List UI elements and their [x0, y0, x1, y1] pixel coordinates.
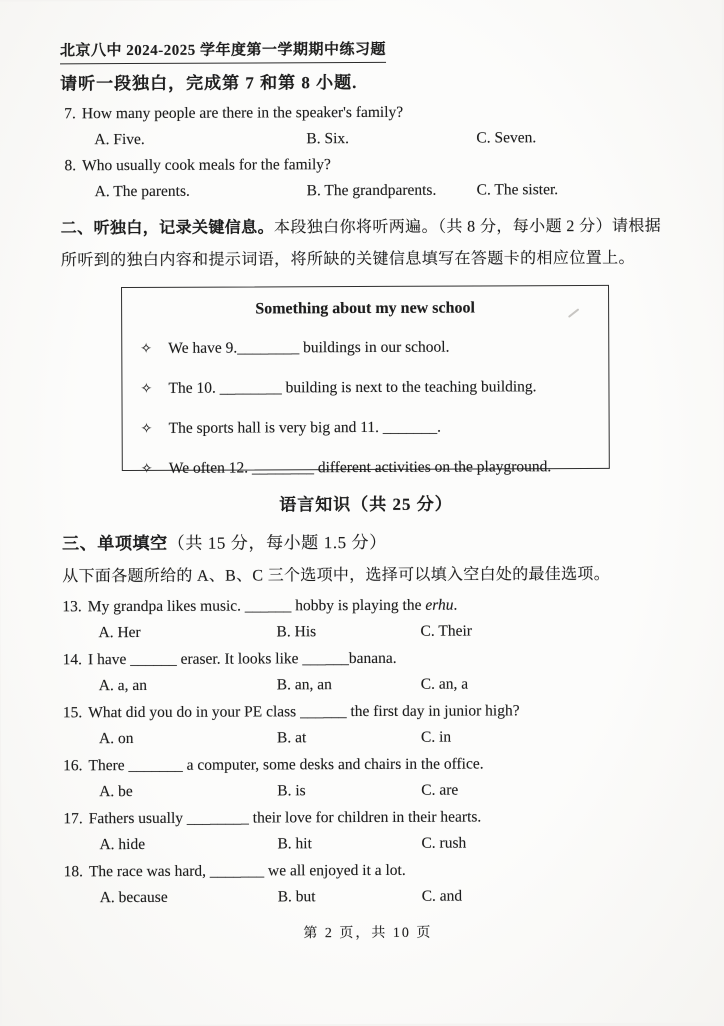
option-c: C. an, a: [421, 672, 468, 698]
question-number: 18.: [64, 863, 83, 880]
option-c: C. Their: [420, 619, 471, 645]
option-b: B. hit: [277, 831, 312, 857]
section-2-line2: 所听到的独白内容和提示词语，将所缺的关键信息填写在答题卡的相应位置上。: [61, 250, 635, 270]
page-footer: 第 2 页，共 10 页: [64, 923, 672, 946]
notes-item-text: We often 12. ________ different activities on the playground.: [169, 454, 552, 482]
question-14-line: [63, 645, 671, 674]
language-knowledge-heading: 语言知识（共 25 分）: [62, 491, 670, 520]
section-2-rest-line1: 本段独白你将听两遍。（共 8 分，每小题 2 分）请根据: [274, 218, 661, 237]
question-text: Fathers usually ________ their love for children in their hearts.: [89, 808, 482, 827]
listening-notes-box: [121, 285, 610, 471]
question-16: [63, 751, 671, 806]
question-number: 13.: [62, 598, 81, 615]
option-c: C. and: [422, 884, 463, 910]
option-a: A. Five.: [94, 127, 144, 153]
option-b: B. is: [277, 778, 306, 804]
option-a: A. on: [99, 726, 134, 752]
option-c: C. The sister.: [477, 177, 559, 203]
section-3-instruction: 从下面各题所给的 A、B、C 三个选项中，选择可以填入空白处的最佳选项。: [62, 562, 670, 591]
option-a: A. The parents.: [95, 179, 190, 205]
option-b: B. at: [277, 725, 306, 751]
section-2-instructions: [61, 211, 669, 278]
question-17-options: [63, 830, 671, 859]
section-3-title: [62, 529, 670, 558]
listening-questions: [64, 99, 668, 206]
option-b: B. an, an: [277, 672, 332, 698]
option-a: A. a, an: [99, 673, 147, 699]
section-3-lead: 三、单项填空: [62, 534, 168, 553]
exam-title: 北京八中 2024-2025 学年度第一学期期中练习题: [60, 40, 386, 64]
question-text: What did you do in your PE class ______ the first day in junior high?: [88, 702, 519, 721]
notes-item-text: The sports hall is very big and 11. _______.: [169, 415, 441, 442]
question-number: 17.: [63, 810, 82, 827]
option-c: C. Seven.: [476, 125, 536, 151]
italic-term: erhu: [425, 597, 453, 614]
question-15-options: [63, 724, 671, 753]
option-c: C. in: [421, 725, 451, 751]
option-a: A. because: [100, 885, 168, 911]
option-c: C. are: [421, 778, 458, 804]
question-text: I have ______ eraser. It looks like ______banana.: [88, 650, 397, 668]
question-number: 8.: [64, 157, 76, 174]
question-text: There _______ a computer, some desks and chairs in the office.: [88, 755, 483, 774]
question-18: [64, 857, 672, 912]
section-2-lead: 二、听独白，记录关键信息。: [61, 219, 274, 237]
question-7: [64, 99, 668, 154]
question-14: [63, 645, 671, 700]
section-3-paren: （共 15 分，每小题 1.5 分）: [168, 533, 387, 553]
question-15-line: [63, 698, 671, 727]
question-number: 15.: [63, 704, 82, 721]
option-b: B. Six.: [306, 126, 349, 152]
multiple-choice-questions: [62, 592, 671, 912]
question-text: How many people are there in the speaker's family?: [82, 104, 403, 122]
diamond-bullet-icon: ✧: [140, 376, 168, 402]
question-13-options: [62, 618, 670, 647]
option-b: B. His: [276, 619, 316, 645]
option-a: A. hide: [99, 832, 145, 858]
notes-item-text: The 10. ________ building is next to the teaching building.: [168, 374, 536, 402]
question-14-options: [63, 671, 671, 700]
option-a: A. Her: [98, 620, 140, 646]
diamond-bullet-icon: ✧: [141, 456, 169, 482]
option-c: C. rush: [421, 831, 466, 857]
question-16-options: [63, 777, 671, 806]
listening-monologue-intro: 请听一段独白，完成第 7 和第 8 小题.: [60, 68, 668, 98]
question-16-line: [63, 751, 671, 780]
question-7-line: [64, 99, 668, 128]
question-text-post: .: [453, 597, 457, 614]
question-number: 14.: [63, 651, 82, 668]
notes-box-item: [122, 374, 608, 402]
question-8: [64, 151, 668, 206]
question-13-line: [62, 592, 670, 621]
question-18-options: [64, 883, 672, 912]
notes-item-text: We have 9.________ buildings in our school.: [168, 335, 449, 362]
exam-header: [60, 39, 668, 65]
diamond-bullet-icon: ✧: [141, 416, 169, 442]
question-17: [63, 804, 671, 859]
question-8-options: [65, 177, 669, 206]
question-8-line: [64, 151, 668, 180]
question-number: 16.: [63, 757, 82, 774]
option-b: B. but: [278, 884, 316, 910]
question-15: [63, 698, 671, 753]
notes-box-title: Something about my new school: [122, 286, 608, 322]
notes-box-item: [122, 334, 608, 362]
question-text: My grandpa likes music. ______ hobby is playing the: [88, 597, 426, 615]
question-text: Who usually cook meals for the family?: [82, 156, 331, 174]
notes-box-item: [123, 454, 609, 482]
question-17-line: [63, 804, 671, 833]
option-a: A. be: [99, 779, 133, 805]
question-text: The race was hard, _______ we all enjoyed it a lot.: [89, 862, 406, 880]
question-7-options: [64, 125, 668, 154]
diamond-bullet-icon: ✧: [140, 336, 168, 362]
question-18-line: [64, 857, 672, 886]
question-13: [62, 592, 670, 647]
option-b: B. The grandparents.: [307, 178, 437, 205]
question-number: 7.: [64, 105, 76, 122]
notes-box-item: [123, 414, 609, 442]
